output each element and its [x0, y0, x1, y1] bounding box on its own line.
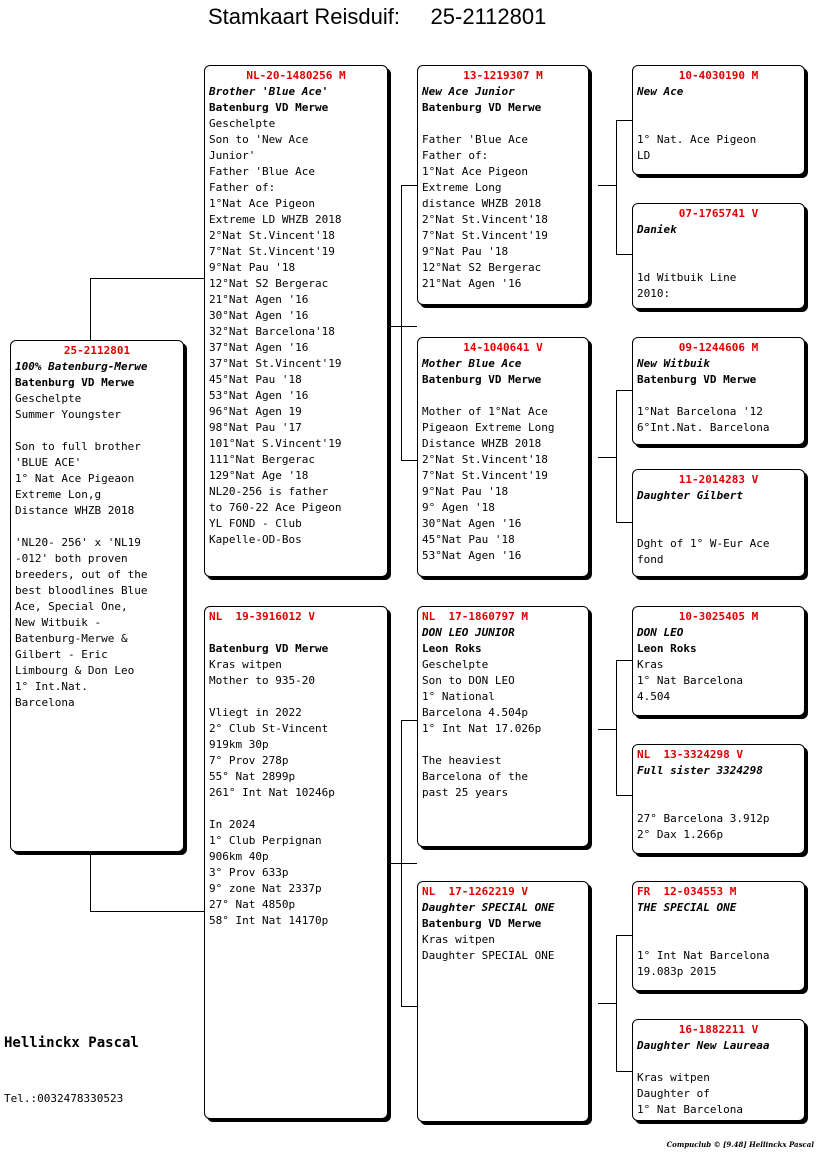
pedigree-line: The heaviest [422, 754, 502, 767]
pedigree-line: fond [637, 553, 664, 566]
connector [616, 254, 633, 255]
pedigree-line: 32°Nat Barcelona'18 [209, 325, 335, 338]
pigeon-card-mmf [632, 881, 805, 991]
pedigree-line: Father of: [422, 149, 489, 162]
pedigree-line: 7°Nat St.Vincent'19 [209, 245, 335, 258]
pedigree-line: Batenburg VD Merwe [637, 373, 757, 386]
connector [401, 720, 402, 1007]
pedigree-line: Kapelle-OD-Bos [209, 533, 302, 546]
pedigree-line [209, 689, 383, 705]
pigeon-card-father [204, 65, 388, 577]
pedigree-line: Limbourg & Don Leo [15, 664, 135, 677]
software-footer: Compuclub © [9.48] Hellinckx Pascal [666, 1140, 814, 1149]
pedigree-line: 1° Nat Barcelona [637, 1103, 743, 1116]
pedigree-line: Father 'Blue Ace [209, 165, 315, 178]
pigeon-card-mfm [632, 744, 805, 854]
ring-number: NL 17-1860797 M [422, 610, 528, 623]
pigeon-card-fmm [632, 469, 805, 577]
pedigree-line: 2° Dax 1.266p [637, 828, 724, 841]
pedigree-line: Mother Blue Ace [422, 357, 522, 370]
pedigree-line: Vliegt in 2022 [209, 706, 302, 719]
pedigree-line: 1° Int Nat Barcelona [637, 949, 770, 962]
pedigree-line: Daughter of [637, 1087, 710, 1100]
connector [90, 278, 205, 279]
pedigree-line [637, 504, 800, 520]
pedigree-line [422, 388, 584, 404]
pedigree-line [637, 238, 800, 254]
pedigree-line: THE SPECIAL ONE [637, 901, 737, 914]
ring-number: FR 12-034553 M [637, 885, 737, 898]
pedigree-line [637, 100, 800, 116]
ring-number: NL-20-1480256 M [246, 69, 346, 82]
connector [401, 720, 417, 721]
pedigree-line: 906km 40p [209, 850, 269, 863]
pedigree-line: Son to DON LEO [422, 674, 515, 687]
pedigree-line: 53°Nat Agen '16 [422, 549, 522, 562]
ring-number: 10-4030190 M [678, 69, 759, 82]
pedigree-line: 101°Nat S.Vincent'19 [209, 437, 342, 450]
pedigree-line: 53°Nat Agen '16 [209, 389, 309, 402]
ring-number: 14-1040641 V [463, 341, 543, 354]
owner-name: Hellinckx Pascal [4, 1035, 139, 1051]
pedigree-line: 1°Nat Barcelona '12 [637, 405, 763, 418]
connector [616, 935, 617, 1072]
pedigree-line: Batenburg VD Merwe [15, 376, 135, 389]
pedigree-line: Geschelpte [422, 658, 489, 671]
pedigree-line: 2010: [637, 287, 671, 300]
pedigree-line: Father of: [209, 181, 276, 194]
pedigree-line: 9°Nat Pau '18 [209, 261, 296, 274]
pedigree-line: 37°Nat Agen '16 [209, 341, 309, 354]
pedigree-line: 1°Nat Ace Pigeon [209, 197, 315, 210]
connector [616, 660, 617, 796]
pedigree-line: distance WHZB 2018 [422, 197, 542, 210]
pedigree-line: breeders, out of the [15, 568, 148, 581]
pigeon-card-main [10, 340, 184, 852]
pedigree-line: Batenburg VD Merwe [422, 373, 542, 386]
pedigree-line: 37°Nat St.Vincent'19 [209, 357, 342, 370]
pedigree-line: DON LEO JUNIOR [422, 626, 515, 639]
pedigree-line: 2° Club St-Vincent [209, 722, 329, 735]
pedigree-line: Kras witpen [637, 1071, 710, 1084]
pedigree-line: 21°Nat Agen '16 [422, 277, 522, 290]
connector [598, 457, 616, 458]
pedigree-line: Batenburg-Merwe & [15, 632, 128, 645]
pedigree-line: 9°Nat Pau '18 [422, 245, 509, 258]
connector [387, 863, 417, 864]
pedigree-line: 27° Barcelona 3.912p [637, 812, 770, 825]
pedigree-line: 9° zone Nat 2337p [209, 882, 322, 895]
pedigree-line: -012' both proven [15, 552, 128, 565]
pedigree-line: 58° Int Nat 14170p [209, 914, 329, 927]
pedigree-line: In 2024 [209, 818, 256, 831]
pedigree-line: 111°Nat Bergerac [209, 453, 315, 466]
connector [616, 390, 617, 523]
ring-number: 16-1882211 V [678, 1023, 759, 1036]
pedigree-line: 21°Nat Agen '16 [209, 293, 309, 306]
pedigree-line [637, 116, 800, 132]
pedigree-line: 6°Int.Nat. Barcelona [637, 421, 770, 434]
pedigree-line: 100% Batenburg-Merwe [15, 360, 148, 373]
pedigree-line: 3° Prov 633p [209, 866, 289, 879]
pedigree-line: Barcelona of the [422, 770, 528, 783]
pedigree-line [422, 116, 584, 132]
connector [616, 795, 633, 796]
title-label: Stamkaart Reisduif: [208, 4, 400, 29]
pedigree-line: 1° Nat Barcelona [637, 674, 743, 687]
pedigree-line: Kras witpen [422, 933, 495, 946]
pedigree-line: Batenburg VD Merwe [209, 101, 329, 114]
pedigree-line: New Witbuik [637, 357, 710, 370]
pedigree-line [637, 520, 800, 536]
pedigree-line: Son to full brother [15, 440, 141, 453]
pedigree-line: Geschelpte [15, 392, 82, 405]
connector [90, 278, 91, 341]
pedigree-line: 1° Int.Nat. [15, 680, 88, 693]
pedigree-line: 'BLUE ACE' [15, 456, 82, 469]
pedigree-line: Father 'Blue Ace [422, 133, 528, 146]
pedigree-line: 2°Nat St.Vincent'18 [422, 453, 548, 466]
pedigree-line: Batenburg VD Merwe [209, 642, 329, 655]
connector [598, 729, 616, 730]
pedigree-line: 7°Nat St.Vincent'19 [422, 229, 548, 242]
pedigree-line: YL FOND - Club [209, 517, 302, 530]
pedigree-line: 96°Nat Agen 19 [209, 405, 302, 418]
connector [598, 1003, 616, 1004]
pedigree-line [15, 423, 179, 439]
pedigree-line: 30°Nat Agen '16 [209, 309, 309, 322]
pedigree-line: best bloodlines Blue [15, 584, 148, 597]
connector [598, 185, 616, 186]
connector [401, 460, 417, 461]
connector [616, 390, 633, 391]
pigeon-card-father-father [417, 65, 589, 305]
connector [616, 1071, 633, 1072]
pedigree-line: 1°Nat Ace Pigeon [422, 165, 528, 178]
ring-number: NL 17-1262219 V [422, 885, 528, 898]
pedigree-line: Daughter SPECIAL ONE [422, 901, 555, 914]
owner-telephone: Tel.:0032478330523 [4, 1092, 124, 1105]
pedigree-line: to 760-22 Ace Pigeon [209, 501, 342, 514]
connector [90, 851, 91, 912]
pedigree-line: Daughter Gilbert [637, 489, 743, 502]
ring-number: 07-1765741 V [678, 207, 759, 220]
pedigree-line: 1° Int Nat 17.026p [422, 722, 542, 735]
pedigree-line: 'NL20- 256' x 'NL19 [15, 536, 141, 549]
connector [616, 660, 633, 661]
pedigree-line: 1d Witbuik Line [637, 271, 737, 284]
connector [616, 120, 617, 255]
pedigree-line: 19.083p 2015 [637, 965, 717, 978]
pedigree-line: Batenburg VD Merwe [422, 917, 542, 930]
ring-number: 13-1219307 M [463, 69, 543, 82]
pedigree-line: 12°Nat S2 Bergerac [422, 261, 542, 274]
connector [616, 522, 633, 523]
pedigree-line [15, 519, 179, 535]
pedigree-line [637, 388, 800, 404]
pedigree-line: 1° Club Perpignan [209, 834, 322, 847]
pedigree-line: Barcelona [15, 696, 75, 709]
pedigree-line [637, 254, 800, 270]
pedigree-line: New Ace [637, 85, 684, 98]
page-title [208, 4, 546, 30]
pedigree-line: 261° Int Nat 10246p [209, 786, 335, 799]
connector [401, 185, 417, 186]
pedigree-line: Daughter SPECIAL ONE [422, 949, 555, 962]
pedigree-line: 1° Nat Ace Pigeaon [15, 472, 135, 485]
pigeon-card-mother-father [417, 606, 589, 847]
connector [616, 120, 633, 121]
pedigree-line: Kras [637, 658, 664, 671]
pigeon-card-fmf [632, 337, 805, 445]
pedigree-line: Daniek [637, 223, 677, 236]
pedigree-line: Full sister 3324298 [637, 764, 763, 777]
pedigree-line [637, 916, 800, 932]
ring-number: 10-3025405 M [678, 610, 759, 623]
pedigree-line: 98°Nat Pau '17 [209, 421, 302, 434]
connector [616, 935, 633, 936]
pedigree-line: 12°Nat S2 Bergerac [209, 277, 329, 290]
pigeon-card-father-mother [417, 337, 589, 577]
pedigree-line: Leon Roks [422, 642, 482, 655]
pigeon-card-mmm [632, 1019, 805, 1121]
pedigree-line: Distance WHZB 2018 [15, 504, 135, 517]
ring-number: NL 13-3324298 V [637, 748, 743, 761]
pedigree-line [637, 779, 800, 795]
pedigree-line: 7° Prov 278p [209, 754, 289, 767]
pedigree-line [637, 932, 800, 948]
pedigree-line: Barcelona 4.504p [422, 706, 528, 719]
connector [401, 1006, 417, 1007]
connector [90, 911, 205, 912]
pedigree-line: 45°Nat Pau '18 [209, 373, 302, 386]
pedigree-line: Summer Youngster [15, 408, 121, 421]
pedigree-line: 2°Nat St.Vincent'18 [209, 229, 335, 242]
pedigree-line: Mother to 935-20 [209, 674, 315, 687]
pedigree-line: Extreme Long [422, 181, 502, 194]
pedigree-line: 7°Nat St.Vincent'19 [422, 469, 548, 482]
ring-number: 25-2112801 [63, 344, 131, 357]
pedigree-line: 9°Nat Pau '18 [422, 485, 509, 498]
pedigree-line: Geschelpte [209, 117, 276, 130]
pedigree-line: past 25 years [422, 786, 509, 799]
pedigree-line [209, 625, 383, 641]
pedigree-line: Junior' [209, 149, 256, 162]
pedigree-line [637, 1054, 800, 1070]
pigeon-card-mother-mother [417, 881, 589, 1122]
pigeon-card-fff [632, 65, 805, 175]
pedigree-line: New Ace Junior [422, 85, 515, 98]
pedigree-line: 45°Nat Pau '18 [422, 533, 515, 546]
ring-number: 09-1244606 M [678, 341, 759, 354]
pedigree-line: 2°Nat St.Vincent'18 [422, 213, 548, 226]
pedigree-line: Mother of 1°Nat Ace [422, 405, 548, 418]
pedigree-line: Batenburg VD Merwe [422, 101, 542, 114]
pedigree-line: Gilbert - Eric [15, 648, 108, 661]
pedigree-line: Pigeaon Extreme Long [422, 421, 555, 434]
pigeon-card-mff [632, 606, 805, 716]
pigeon-card-ffm [632, 203, 805, 309]
pedigree-line: 30°Nat Agen '16 [422, 517, 522, 530]
ring-number: NL 19-3916012 V [209, 610, 315, 623]
pedigree-line: 1° Nat. Ace Pigeon [637, 133, 757, 146]
pedigree-line: Brother 'Blue Ace' [209, 85, 329, 98]
ring-number: 11-2014283 V [678, 473, 759, 486]
pedigree-line: 4.504 [637, 690, 671, 703]
pedigree-line: NL20-256 is father [209, 485, 329, 498]
pedigree-line: 919km 30p [209, 738, 269, 751]
connector [387, 326, 417, 327]
pedigree-line: 27° Nat 4850p [209, 898, 296, 911]
pedigree-line: DON LEO [637, 626, 684, 639]
pedigree-line: LD [637, 149, 651, 162]
pedigree-line: 9° Agen '18 [422, 501, 495, 514]
pedigree-line: 55° Nat 2899p [209, 770, 296, 783]
pedigree-line: Dght of 1° W-Eur Ace [637, 537, 770, 550]
pedigree-line [422, 737, 584, 753]
title-ring: 25-2112801 [430, 4, 547, 29]
pedigree-line: Distance WHZB 2018 [422, 437, 542, 450]
pedigree-line: Ace, Special One, [15, 600, 128, 613]
pedigree-line: Leon Roks [637, 642, 697, 655]
pedigree-line: New Witbuik - [15, 616, 102, 629]
pedigree-line: Daughter New Laureaa [637, 1039, 770, 1052]
pedigree-line: Extreme LD WHZB 2018 [209, 213, 342, 226]
pedigree-line: 129°Nat Age '18 [209, 469, 309, 482]
pedigree-line: Extreme Lon,g [15, 488, 102, 501]
pedigree-line: Son to 'New Ace [209, 133, 309, 146]
pedigree-line: Kras witpen [209, 658, 282, 671]
pedigree-line: 1° National [422, 690, 495, 703]
connector [401, 185, 402, 461]
pedigree-line [637, 795, 800, 811]
pedigree-line [209, 801, 383, 817]
pigeon-card-mother [204, 606, 388, 1119]
